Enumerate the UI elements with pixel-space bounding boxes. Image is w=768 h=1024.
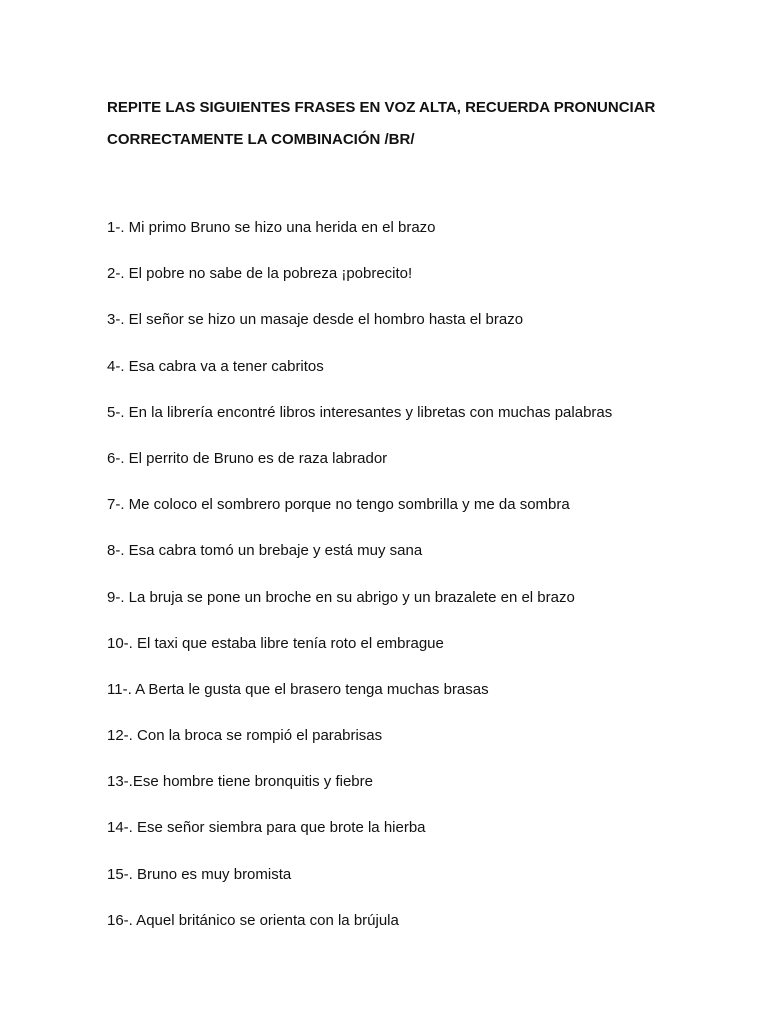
page-heading — [107, 92, 727, 156]
sentence-6: 6-. El perrito de Bruno es de raza labrador — [107, 449, 388, 467]
sentence-3: 3-. El señor se hizo un masaje desde el hombro hasta el brazo — [107, 311, 524, 329]
heading-line-1: REPITE LAS SIGUIENTES FRASES EN VOZ ALTA, RECUERDA PRONUNCIAR — [107, 99, 656, 116]
sentence-14: 14-. Ese señor siembra para que brote la hierba — [107, 819, 426, 837]
sentence-10: 10-. El taxi que estaba libre tenía roto el embrague — [107, 634, 444, 652]
sentence-4: 4-. Esa cabra va a tener cabritos — [107, 357, 324, 375]
sentence-2: 2-. El pobre no sabe de la pobreza ¡pobrecito! — [107, 265, 413, 283]
heading-line-2: CORRECTAMENTE LA COMBINACIÓN /BR/ — [107, 131, 415, 148]
sentence-12: 12-. Con la broca se rompió el parabrisas — [107, 727, 383, 745]
sentence-1: 1-. Mi primo Bruno se hizo una herida en el brazo — [107, 219, 436, 236]
sentence-15: 15-. Bruno es muy bromista — [107, 865, 292, 883]
sentence-9: 9-. La bruja se pone un broche en su abrigo y un brazalete en el brazo — [107, 588, 575, 606]
sentence-11: 11-. A Berta le gusta que el brasero tenga muchas brasas — [107, 680, 489, 698]
sentence-16: 16-. Aquel británico se orienta con la brújula — [107, 911, 399, 929]
sentence-13: 13-.Ese hombre tiene bronquitis y fiebre — [107, 773, 373, 791]
sentence-8: 8-. Esa cabra tomó un brebaje y está muy sana — [107, 542, 423, 560]
sentence-7: 7-. Me coloco el sombrero porque no tengo sombrilla y me da sombra — [107, 496, 570, 514]
sentence-5: 5-. En la librería encontré libros interesantes y libretas con muchas palabras — [107, 403, 613, 421]
sentence-list — [107, 214, 747, 953]
